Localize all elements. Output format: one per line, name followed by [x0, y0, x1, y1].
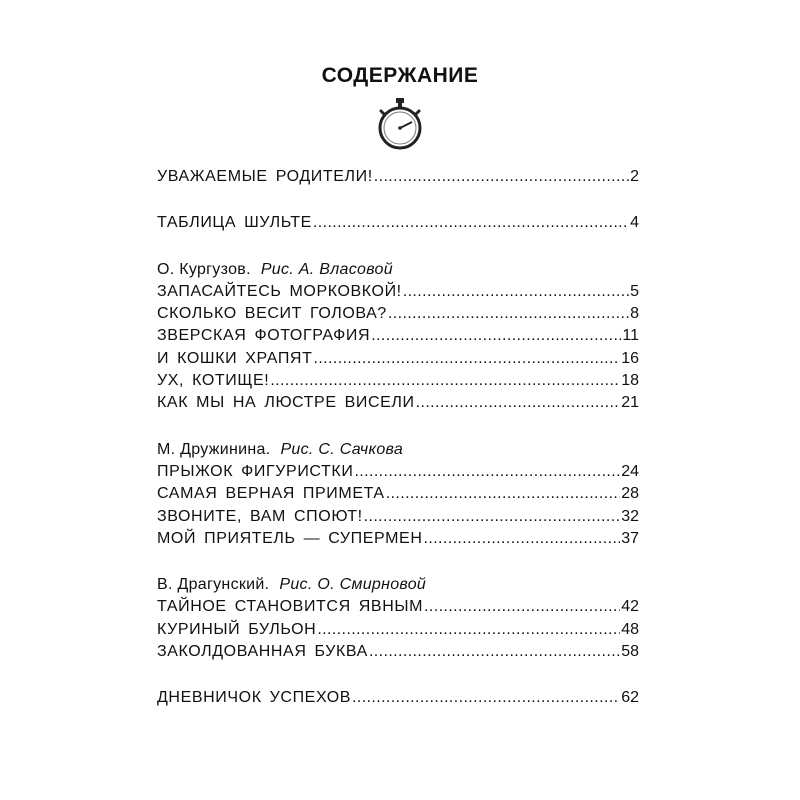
- toc-entry-page: 4: [630, 214, 639, 232]
- dot-leader: [364, 508, 621, 526]
- spacer: [157, 665, 639, 689]
- toc-entry-title: КУРИНЫЙ БУЛЬОН: [157, 620, 317, 638]
- toc-entry-title: УВАЖАЕМЫЕ РОДИТЕЛИ!: [157, 168, 373, 185]
- toc-entry-page: 2: [630, 168, 639, 185]
- dot-leader: [313, 214, 629, 232]
- spacer: [157, 190, 639, 214]
- spacer: [157, 237, 639, 261]
- toc-entry-title: САМАЯ ВЕРНАЯ ПРИМЕТА: [157, 485, 385, 503]
- toc-entry[interactable]: [157, 327, 639, 349]
- toc-entry-title: ЗВОНИТЕ, ВАМ СПОЮТ!: [157, 507, 363, 525]
- section-illustrator: Рис. А. Власовой: [260, 260, 393, 278]
- dot-leader: [313, 350, 620, 368]
- toc-entry[interactable]: [157, 530, 639, 552]
- stopwatch-icon: [372, 96, 428, 152]
- toc-entry[interactable]: [157, 214, 639, 236]
- spacer: [157, 417, 639, 441]
- toc-entry[interactable]: [157, 643, 639, 665]
- toc-entry-page: 16: [621, 349, 639, 367]
- toc-entry-title: СКОЛЬКО ВЕСИТ ГОЛОВА?: [157, 305, 387, 323]
- section-author: В. Драгунский.: [157, 576, 270, 594]
- dot-leader: [424, 530, 621, 548]
- dot-leader: [374, 168, 629, 186]
- toc-entry-page: 18: [621, 372, 639, 390]
- toc-entry-title: УХ, КОТИЩЕ!: [157, 372, 270, 390]
- toc-entry[interactable]: [157, 598, 639, 620]
- spacer: [157, 552, 639, 576]
- dot-leader: [369, 643, 620, 661]
- toc-entry-title: ДНЕВНИЧОК УСПЕХОВ: [157, 689, 352, 707]
- table-of-contents: [157, 168, 639, 712]
- toc-entry-title: ТАБЛИЦА ШУЛЬТЕ: [157, 214, 312, 232]
- toc-entry[interactable]: [157, 305, 639, 327]
- dot-leader: [424, 598, 620, 616]
- dot-leader: [403, 283, 629, 301]
- dot-leader: [270, 372, 620, 390]
- toc-entry-page: 8: [630, 305, 639, 323]
- toc-entry-title: ЗВЕРСКАЯ ФОТОГРАФИЯ: [157, 327, 371, 345]
- page-title: СОДЕРЖАНИЕ: [321, 64, 479, 87]
- toc-entry[interactable]: [157, 485, 639, 507]
- toc-entry-title: ПРЫЖОК ФИГУРИСТКИ: [157, 462, 354, 480]
- section-illustrator: Рис. О. Смирновой: [279, 576, 427, 594]
- section-author-line: [157, 261, 639, 283]
- dot-leader: [317, 621, 620, 639]
- toc-entry[interactable]: [157, 508, 639, 530]
- toc-entry-page: 32: [621, 507, 639, 525]
- section-author: М. Дружинина.: [157, 440, 271, 458]
- toc-entry[interactable]: [157, 372, 639, 394]
- section-author-line: [157, 441, 639, 463]
- toc-entry-page: 37: [621, 529, 639, 547]
- toc-entry-page: 42: [621, 598, 639, 616]
- section-illustrator: Рис. С. Сачкова: [280, 440, 404, 458]
- toc-entry-title: ЗАКОЛДОВАННАЯ БУКВА: [157, 643, 368, 661]
- dot-leader: [416, 394, 621, 412]
- toc-entry-page: 48: [621, 620, 639, 638]
- toc-entry-page: 24: [621, 462, 639, 480]
- toc-entry-title: МОЙ ПРИЯТЕЛЬ — СУПЕРМЕН: [157, 529, 423, 547]
- toc-entry-page: 62: [621, 689, 639, 707]
- toc-entry[interactable]: [157, 621, 639, 643]
- toc-entry[interactable]: [157, 168, 639, 190]
- toc-entry-page: 5: [630, 282, 639, 300]
- toc-entry[interactable]: [157, 394, 639, 416]
- toc-entry-page: 58: [621, 643, 639, 661]
- toc-entry-page: 21: [621, 394, 639, 412]
- toc-entry-title: И КОШКИ ХРАПЯТ: [157, 349, 313, 367]
- dot-leader: [388, 305, 629, 323]
- dot-leader: [386, 485, 621, 503]
- toc-entry[interactable]: [157, 283, 639, 305]
- dot-leader: [352, 689, 620, 707]
- section-author-line: [157, 576, 639, 598]
- toc-entry-page: 11: [622, 327, 639, 345]
- toc-entry-title: ТАЙНОЕ СТАНОВИТСЯ ЯВНЫМ: [157, 598, 424, 616]
- toc-entry[interactable]: [157, 463, 639, 485]
- toc-entry[interactable]: [157, 689, 639, 711]
- toc-entry-title: ЗАПАСАЙТЕСЬ МОРКОВКОЙ!: [157, 282, 402, 300]
- toc-entry-title: КАК МЫ НА ЛЮСТРЕ ВИСЕЛИ: [157, 394, 415, 412]
- dot-leader: [354, 463, 620, 481]
- section-author: О. Кургузов.: [157, 260, 251, 278]
- dot-leader: [371, 327, 621, 345]
- toc-entry[interactable]: [157, 350, 639, 372]
- toc-entry-page: 28: [621, 485, 639, 503]
